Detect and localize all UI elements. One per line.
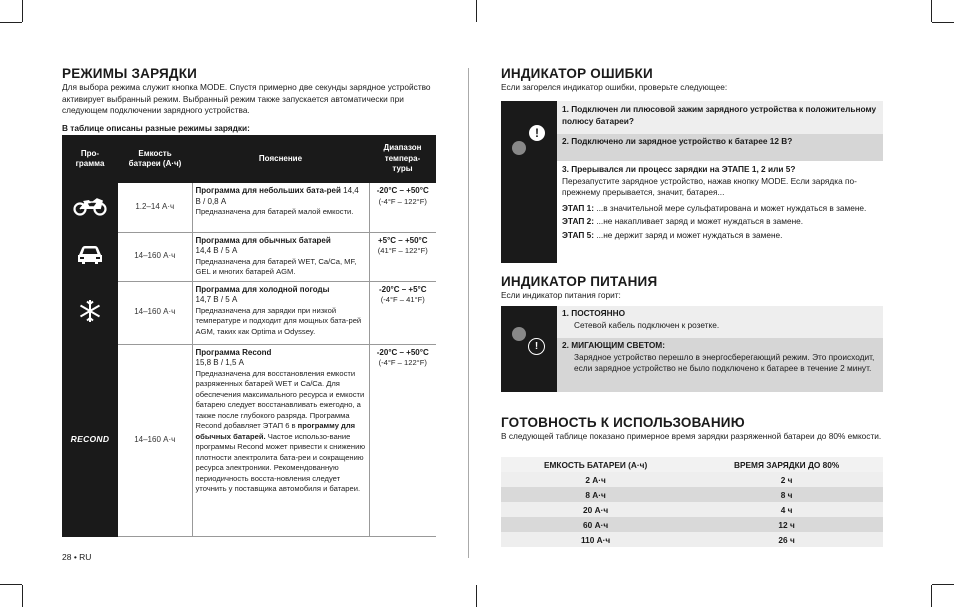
program-title: Программа для холодной погоды xyxy=(195,284,330,294)
power-indicator-section xyxy=(501,274,883,302)
temperature-cell xyxy=(369,232,436,281)
program-title: Программа Recond xyxy=(195,347,272,357)
recond-label: RECOND xyxy=(70,434,110,445)
crop-mark xyxy=(0,22,22,23)
crop-mark xyxy=(932,584,954,585)
crop-mark xyxy=(476,585,477,607)
table-header xyxy=(501,457,883,472)
capacity-cell: 14–160 А·ч xyxy=(118,344,192,536)
temp-celsius: -20°C – +5°C xyxy=(378,284,427,294)
power-state-2: 2. МИГАЮЩИМ СВЕТОМ: Зарядное устройство перешло в энергосберегающий режим. Это происходит, если зарядное устройство не было подключено к батарее в течение 2 минут. xyxy=(557,338,883,392)
crop-mark xyxy=(932,22,954,23)
table-caption: В таблице описаны разные режимы зарядки: xyxy=(62,122,250,133)
temperature-cell xyxy=(369,183,436,232)
crop-mark xyxy=(0,584,22,585)
program-note: Частое использо-вание программы Recond может привести к снижению плотности электролита бата-реи и сокращению ресурса электроники. Рекомендованную периодичность восста-новления следует уточнить у поставщика автомобиля и батареи. xyxy=(195,431,366,493)
section-intro: Для выбора режима служит кнопка MODE. Спустя примерно две секунды зарядное устройство активирует выбранный режим. Выбранный режим также запускается автоматически при следующем подключении зарядного устройства. xyxy=(62,82,431,115)
snowflake-icon xyxy=(62,281,118,344)
error-check-3-text: Перезапустите зарядное устройство, нажав кнопку MODE. Если зарядка по-прежнему прерывается, значит, батарея... xyxy=(562,175,857,197)
temp-fahrenheit: (-4°F – 122°F) xyxy=(378,358,427,367)
temp-celsius: -20°C – +50°C xyxy=(376,347,429,357)
table-row: 8 А·ч 8 ч xyxy=(501,487,883,502)
car-icon xyxy=(62,232,118,281)
program-note: Предназначена для батарей WET, Ca/Ca, MF, GEL и многих батарей AGM. xyxy=(195,256,357,276)
table-row: 110 А·ч 26 ч xyxy=(501,532,883,547)
crop-mark xyxy=(931,585,932,607)
crop-mark xyxy=(476,0,477,22)
program-params: 14,4 В / 5 А xyxy=(195,246,238,255)
header-capacity: ЕМКОСТЬ БАТАРЕИ (А·ч) xyxy=(501,457,690,472)
power-state-1: 1. ПОСТОЯННО Сетевой кабель подключен к розетке. xyxy=(557,306,883,338)
temperature-cell xyxy=(369,281,436,344)
modes-table xyxy=(62,135,436,537)
stage-2: ЭТАП 2: ...не накапливает заряд и может нуждаться в замене. xyxy=(562,216,804,226)
error-check-1: 1. Подключен ли плюсовой зажим зарядного устройства к положительному полюсу батареи? xyxy=(557,101,883,134)
indicator-light-icon xyxy=(512,327,526,341)
table-row xyxy=(62,344,436,536)
crop-mark xyxy=(22,585,23,607)
temp-celsius: -20°C – +50°C xyxy=(376,186,429,195)
description-cell xyxy=(192,183,369,232)
error-check-2: 2. Подключено ли зарядное устройство к батарее 12 В? xyxy=(557,134,883,161)
description-cell xyxy=(192,344,369,536)
section-title: ИНДИКАТОР ПИТАНИЯ xyxy=(501,274,658,289)
program-title: Программа для небольших бата-рей xyxy=(195,186,341,195)
recond-label-cell xyxy=(62,344,118,536)
description-cell xyxy=(192,232,369,281)
program-note-bold: программу для обычных батарей. xyxy=(195,421,356,441)
crop-mark xyxy=(931,0,932,22)
table-row: 60 А·ч 12 ч xyxy=(501,517,883,532)
table-row: 20 А·ч 4 ч xyxy=(501,502,883,517)
temp-fahrenheit: (-4°F – 122°F) xyxy=(378,196,427,206)
program-params: 14,7 В / 5 А xyxy=(195,295,238,304)
program-title: Программа для обычных батарей xyxy=(195,235,331,245)
motorcycle-icon xyxy=(62,183,118,232)
program-params: 14,4 В / 0,8 А xyxy=(195,186,359,206)
header-time: ВРЕМЯ ЗАРЯДКИ ДО 80% xyxy=(690,457,883,472)
capacity-cell: 1.2–14 А·ч xyxy=(118,183,192,232)
capacity-cell: 14–160 А·ч xyxy=(118,232,192,281)
description-cell xyxy=(192,281,369,344)
crop-mark xyxy=(22,0,23,22)
program-note: Предназначена для зарядки при низкой температуре и подходит для мощных бата-рей AGM, таких как Optima и Odyssey. xyxy=(195,305,362,336)
stage-5: ЭТАП 5: ...не держит заряд и может нуждаться в замене. xyxy=(562,229,783,240)
table-row xyxy=(62,183,436,232)
section-title: ИНДИКАТОР ОШИБКИ xyxy=(501,66,653,81)
charging-modes-section xyxy=(62,66,438,133)
header-program: Про- грамма xyxy=(62,135,118,183)
section-title: ГОТОВНОСТЬ К ИСПОЛЬЗОВАНИЮ xyxy=(501,415,745,430)
temp-fahrenheit: (-4°F – 41°F) xyxy=(380,295,425,304)
power-icon: ! xyxy=(528,338,545,355)
header-temperature: Диапазон темпера-туры xyxy=(369,135,436,183)
program-params: 15,8 В / 1,5 А xyxy=(195,358,244,367)
readiness-section xyxy=(501,415,883,443)
section-title: РЕЖИМЫ ЗАРЯДКИ xyxy=(62,66,198,81)
section-intro: Если загорелся индикатор ошибки, проверьте следующее: xyxy=(501,82,728,92)
header-capacity: Емкость батареи (А·ч) xyxy=(118,135,192,183)
header-explanation: Пояснение xyxy=(192,135,369,183)
temp-celsius: +5°C – +50°C xyxy=(377,235,428,245)
capacity-cell: 14–160 А·ч xyxy=(118,281,192,344)
section-intro: Если индикатор питания горит: xyxy=(501,290,621,300)
temp-fahrenheit: (41°F – 122°F) xyxy=(377,246,428,255)
table-header xyxy=(62,135,436,183)
error-icon-panel xyxy=(501,101,557,263)
stage-1: ЭТАП 1: ...в значительной мере сульфатирована и может нуждаться в замене. xyxy=(562,202,867,213)
section-intro: В следующей таблице показано примерное время зарядки разряженной батареи до 80% емкости. xyxy=(501,431,882,441)
exclamation-icon: ! xyxy=(529,125,545,141)
page-footer: 28 • RU xyxy=(62,552,92,562)
program-note: Предназначена для батарей малой емкости. xyxy=(195,207,354,216)
charge-time-table xyxy=(501,457,883,547)
table-row xyxy=(62,232,436,281)
temperature-cell xyxy=(369,344,436,536)
error-check-3: 3. Прерывался ли процесс зарядки на ЭТАПЕ 1, 2 или 5? Перезапустите зарядное устройство, нажав кнопку MODE. Если зарядка по-прежнему прерывается, значит, батарея... ЭТАП 1: ...в значительной мере сульфатирована и может нуждаться в замене. ЭТАП 2: ...не накапливает заряд и может нуждаться в замене. ЭТАП 5: ...не держит заряд и может нуждаться в замене. xyxy=(557,164,883,241)
program-note: Предназначена для восстановления емкости разряженных батарей WET и Ca/Ca. Для обеспечения максимального ресурса и емкости батарею следует восстанавливать ежегодно, а также после глубокого разряда. Программа Recond добавляет ЭТАП 6 в xyxy=(195,368,365,430)
column-divider xyxy=(468,68,469,558)
table-row: 2 А·ч 2 ч xyxy=(501,472,883,487)
table-row xyxy=(62,281,436,344)
error-indicator-section xyxy=(501,66,883,94)
indicator-light-icon xyxy=(512,141,526,155)
